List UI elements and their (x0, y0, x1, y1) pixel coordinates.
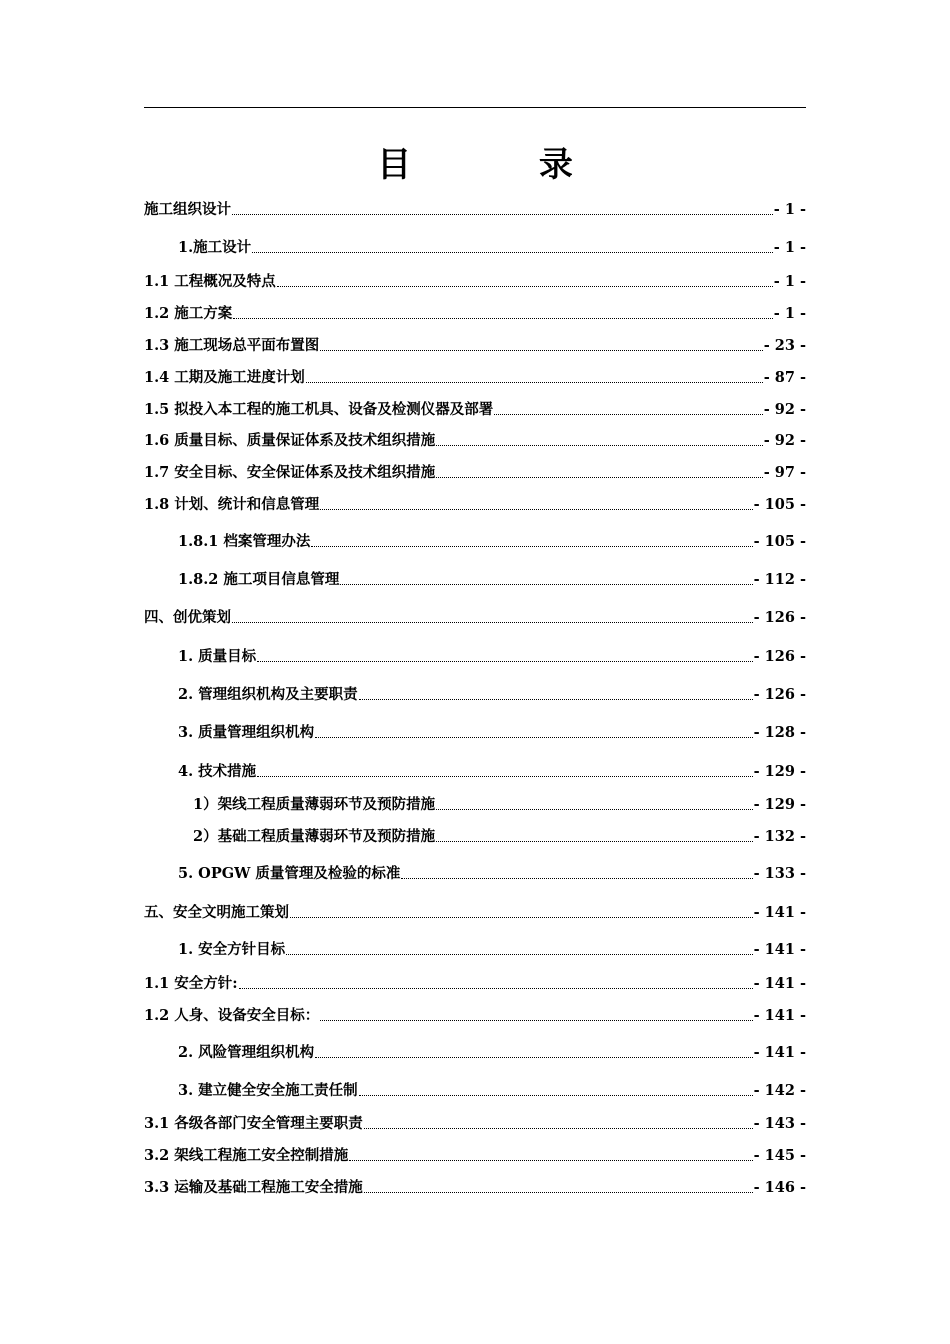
toc-entry-label: 2. 管理组织机构及主要职责 (178, 686, 358, 703)
toc-leader-dots (364, 1128, 753, 1129)
toc-entry[interactable] (144, 1174, 806, 1198)
toc-leader-dots (239, 988, 753, 989)
toc-entry-label: 1.5 拟投入本工程的施工机具、设备及检测仪器及部署 (144, 401, 494, 418)
toc-entry-label: 1.2 施工方案 (144, 305, 233, 322)
toc-leader-dots (364, 1192, 753, 1193)
toc-entry[interactable] (144, 970, 806, 994)
toc-entry-label: 1. 质量目标 (178, 648, 257, 665)
toc-entry-label: 1）架线工程质量薄弱环节及预防措施 (193, 796, 436, 813)
toc-entry-label: 3. 建立健全安全施工责任制 (178, 1082, 358, 1099)
toc-entry[interactable] (144, 1110, 806, 1134)
toc-entry[interactable] (178, 936, 806, 960)
toc-entry[interactable] (178, 234, 806, 258)
toc-leader-dots (436, 445, 762, 446)
toc-leader-dots (320, 1020, 752, 1021)
toc-entry-label: 1.1 安全方针: (144, 975, 238, 992)
toc-entry-label: 1.8.1 档案管理办法 (178, 533, 311, 550)
toc-entry[interactable] (144, 1002, 806, 1026)
toc-leader-dots (257, 661, 752, 662)
toc-entry[interactable] (178, 681, 806, 705)
toc-leader-dots (252, 252, 773, 253)
toc-entry-page: - 1 - (773, 273, 806, 290)
toc-entry[interactable] (144, 427, 806, 451)
toc-entry[interactable] (144, 332, 806, 356)
toc-leader-dots (359, 699, 753, 700)
toc-entry-label: 四、创优策划 (144, 609, 231, 626)
toc-entry-page: - 112 - (753, 571, 806, 588)
toc-entry-label: 1.7 安全目标、安全保证体系及技术组织措施 (144, 464, 436, 481)
toc-entry[interactable] (144, 1142, 806, 1166)
toc-entry-label: 1.3 施工现场总平面布置图 (144, 337, 320, 354)
toc-entry-page: - 92 - (763, 432, 806, 449)
toc-entry-label: 4. 技术措施 (178, 763, 257, 780)
toc-entry-label: 2. 风险管理组织机构 (178, 1044, 315, 1061)
toc-leader-dots (359, 1095, 753, 1096)
toc-entry[interactable] (144, 899, 806, 923)
toc-entry[interactable] (178, 528, 806, 552)
toc-entry[interactable] (144, 300, 806, 324)
toc-entry[interactable] (178, 566, 806, 590)
toc-entry[interactable] (193, 791, 806, 815)
toc-leader-dots (320, 509, 752, 510)
toc-entry-page: - 141 - (753, 904, 806, 921)
toc-entry-page: - 1 - (773, 201, 806, 218)
toc-leader-dots (233, 318, 772, 319)
toc-entry-page: - 1 - (773, 239, 806, 256)
toc-entry-label: 2）基础工程质量薄弱环节及预防措施 (193, 828, 436, 845)
toc-entry-label: 五、安全文明施工策划 (144, 904, 289, 921)
toc-leader-dots (320, 350, 762, 351)
toc-leader-dots (257, 776, 752, 777)
toc-entry-page: - 105 - (753, 533, 806, 550)
toc-entry-page: - 87 - (763, 369, 806, 386)
toc-entry[interactable] (144, 459, 806, 483)
toc-entry-page: - 145 - (753, 1147, 806, 1164)
toc-leader-dots (436, 841, 753, 842)
toc-entry-label: 3.2 架线工程施工安全控制措施 (144, 1147, 349, 1164)
toc-leader-dots (311, 546, 752, 547)
toc-entry[interactable] (178, 758, 806, 782)
toc-entry-page: - 146 - (753, 1179, 806, 1196)
toc-entry-label: 1.施工设计 (178, 239, 252, 256)
toc-entry[interactable] (144, 364, 806, 388)
toc-entry-page: - 1 - (773, 305, 806, 322)
toc-entry[interactable] (178, 643, 806, 667)
toc-entry-label: 1.6 质量目标、质量保证体系及技术组织措施 (144, 432, 436, 449)
toc-leader-dots (290, 917, 753, 918)
toc-entry-label: 3.3 运输及基础工程施工安全措施 (144, 1179, 363, 1196)
toc-entry-label: 1. 安全方针目标 (178, 941, 286, 958)
toc-entry-label: 1.2 人身、设备安全目标： (144, 1007, 320, 1024)
toc-leader-dots (436, 477, 762, 478)
toc-entry-page: - 129 - (753, 796, 806, 813)
toc-entry[interactable] (178, 1077, 806, 1101)
toc-leader-dots (349, 1160, 752, 1161)
toc-entry-label: 1.4 工期及施工进度计划 (144, 369, 305, 386)
toc-leader-dots (436, 809, 753, 810)
toc-entry-page: - 126 - (753, 686, 806, 703)
toc-entry-page: - 133 - (753, 865, 806, 882)
toc-entry-page: - 92 - (763, 401, 806, 418)
toc-entry-label: 1.1 工程概况及特点 (144, 273, 276, 290)
toc-entry-label: 施工组织设计 (144, 201, 231, 218)
toc-entry-page: - 141 - (753, 975, 806, 992)
toc-entry[interactable] (144, 604, 806, 628)
toc-entry[interactable] (144, 196, 806, 220)
toc-leader-dots (315, 1057, 752, 1058)
toc-leader-dots (286, 954, 752, 955)
toc-leader-dots (232, 214, 773, 215)
toc-entry-page: - 126 - (753, 609, 806, 626)
toc-entry[interactable] (144, 268, 806, 292)
toc-entry-label: 5. OPGW 质量管理及检验的标准 (178, 865, 401, 882)
toc-entry-label: 1.8 计划、统计和信息管理 (144, 496, 320, 513)
toc-entry-label: 3.1 各级各部门安全管理主要职责 (144, 1115, 363, 1132)
toc-entry[interactable] (178, 1039, 806, 1063)
toc-entry[interactable] (178, 860, 806, 884)
toc-entry[interactable] (144, 491, 806, 515)
toc-entry-page: - 105 - (753, 496, 806, 513)
toc-entry-label: 3. 质量管理组织机构 (178, 724, 315, 741)
toc-entry[interactable] (144, 396, 806, 420)
toc-leader-dots (494, 414, 762, 415)
toc-entry[interactable] (178, 719, 806, 743)
toc-entry-page: - 143 - (753, 1115, 806, 1132)
toc-leader-dots (306, 382, 763, 383)
toc-leader-dots (232, 622, 753, 623)
toc-entry-page: - 126 - (753, 648, 806, 665)
toc-entry[interactable] (193, 823, 806, 847)
toc-entry-page: - 141 - (753, 1044, 806, 1061)
toc-leader-dots (315, 737, 752, 738)
toc-entry-page: - 97 - (763, 464, 806, 481)
toc-leader-dots (277, 286, 773, 287)
toc-entry-page: - 129 - (753, 763, 806, 780)
toc-entry-page: - 142 - (753, 1082, 806, 1099)
toc-leader-dots (401, 878, 752, 879)
toc-entry-page: - 128 - (753, 724, 806, 741)
toc-leader-dots (340, 584, 752, 585)
toc-title: 目 录 (377, 145, 631, 185)
toc-entry-page: - 132 - (753, 828, 806, 845)
toc-entry-page: - 141 - (753, 941, 806, 958)
toc-entry-label: 1.8.2 施工项目信息管理 (178, 571, 340, 588)
toc-entry-page: - 141 - (753, 1007, 806, 1024)
toc-entry-page: - 23 - (763, 337, 806, 354)
